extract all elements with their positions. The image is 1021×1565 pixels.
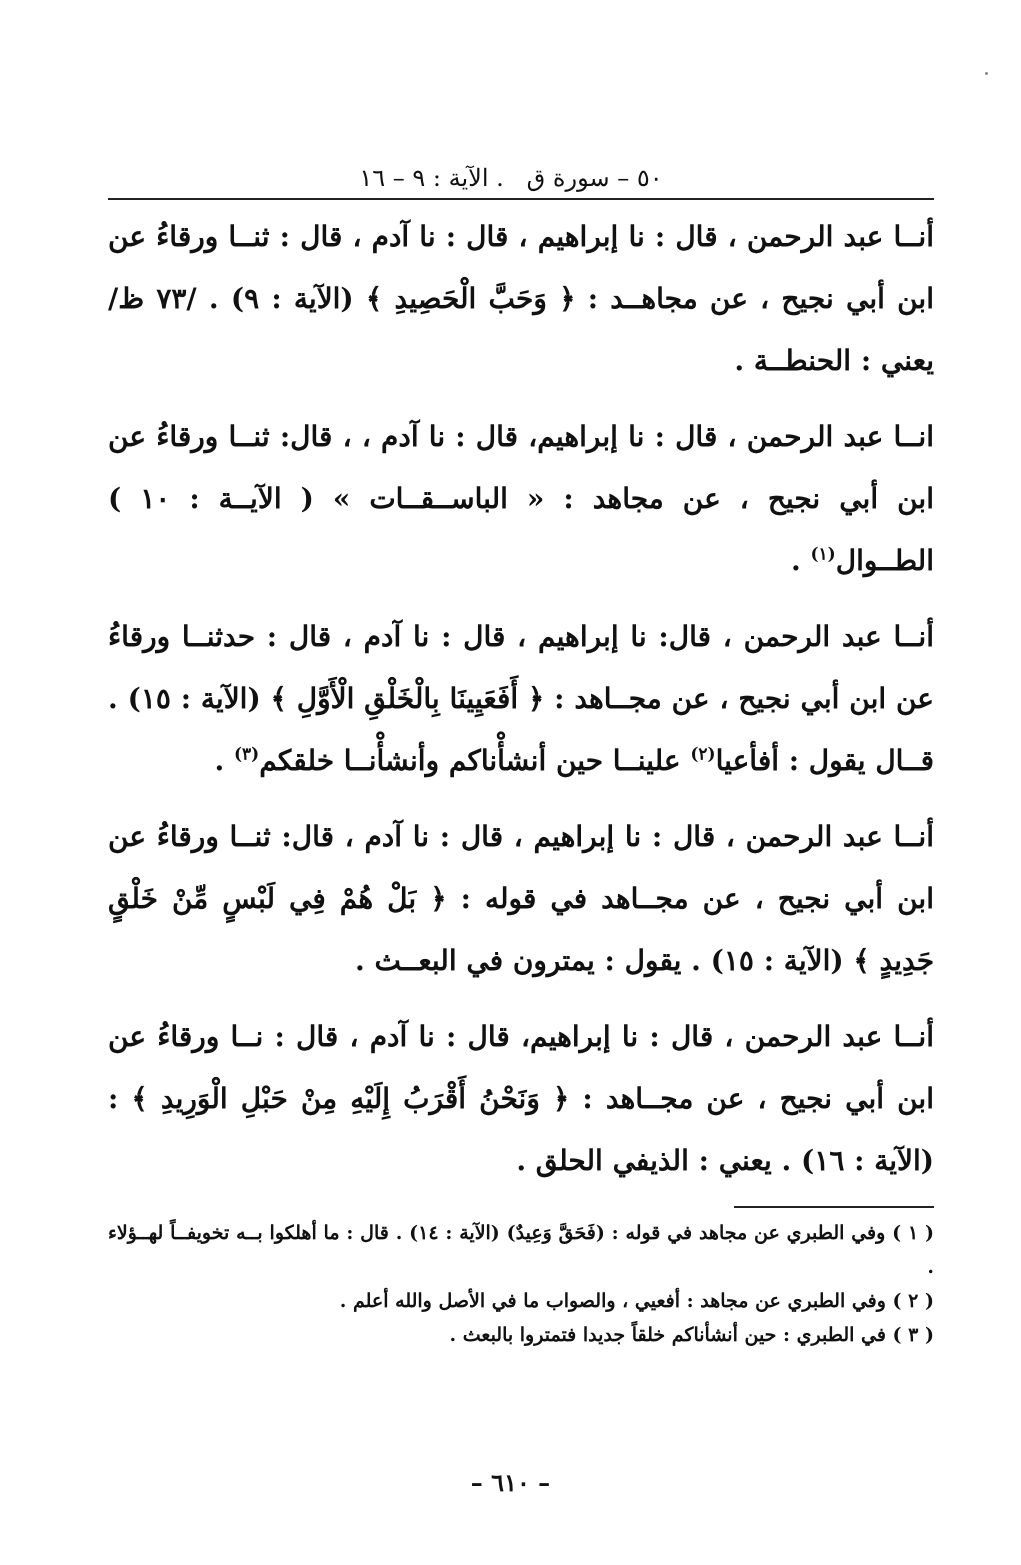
footnote-ref-1: (١) <box>810 544 836 565</box>
page-content <box>108 160 934 1352</box>
footnotes <box>108 1216 934 1352</box>
paragraph-2-tail: . <box>790 544 811 577</box>
paragraph-3-middle: علينــا حين أنشأْناكم وأنشأْنــا خلقكم <box>259 744 691 777</box>
paragraph-1 <box>108 206 934 392</box>
page-number: – ٦١٠ – <box>470 1468 551 1497</box>
paragraph-2-text: انــا عبد الرحمن ، قال : نا إبراهيم، قال : نا آدم ، ، قال: ثنــا ورقاءُ عن ابن أبي نجيح ، عن مجاهد : « الباســقــات » ( الآيــة : ١٠ ) الطــوال <box>108 420 934 577</box>
paragraph-1-text: أنــا عبد الرحمن ، قال : نا إبراهيم ، قال : نا آدم ، قال : ثنــا ورقاءُ عن ابن أبي نجيح ، عن مجاهــد : ﴿ وَحَبَّ الْحَصِيدِ ﴾ (الآية : ٩) . /٧٣ ظ/ يعني : الحنطــة . <box>108 220 935 377</box>
paragraph-5-text: أنــا عبد الرحمن ، قال : نا إبراهيم، قال : نا آدم ، قال : نــا ورقاءُ عن ابن أبي نجيح ، عن مجــاهد : ﴿ وَنَحْنُ أَقْرَبُ إِلَيْهِ مِنْ حَبْلِ الْوَرِيدِ ﴾ : (الآية : ١٦) . يعني : الذيفي الحلق . <box>108 1020 934 1177</box>
paragraph-5 <box>108 1006 934 1192</box>
paragraph-2 <box>108 406 934 592</box>
footnote-1: ( ١ ) وفي الطبري عن مجاهد في قوله : (فَحَقَّ وَعِيدٌ) (الآية : ١٤) . قال : ما أهلكوا بــه تخويفــاً لهــؤلاء . <box>108 1222 934 1278</box>
paragraph-4-text: أنــا عبد الرحمن ، قال : نا إبراهيم ، قال : نا آدم ، قال: ثنــا ورقاءُ عن ابن أبي نجيح ، عن مجــاهد في قوله : ﴿ بَلْ هُمْ فِي لَبْسٍ مِّنْ خَلْقٍ جَدِيدٍ ﴾ (الآية : ١٥) . يقول : يمترون في البعــث . <box>108 820 934 977</box>
footnote-2: ( ٢ ) وفي الطبري عن مجاهد : أفعيي ، والصواب ما في الأصل والله أعلم . <box>339 1290 934 1312</box>
running-head <box>108 160 934 200</box>
margin-speck <box>985 72 988 75</box>
footnote-ref-2: (٢) <box>690 744 716 765</box>
paragraph-3-tail: . <box>214 744 234 777</box>
body-text <box>108 206 934 1192</box>
paragraph-3-text: أنــا عبد الرحمن ، قال: نا إبراهيم ، قال : نا آدم ، قال : حدثنــا ورقاءُ عن ابن أبي نجيح ، عن مجــاهد : ﴿ أَفَعَيِينَا بِالْخَلْقِ الْأَوَّلِ ﴾ (الآية : ١٥) . قــال يقول : أفأعيا <box>108 620 934 777</box>
running-head-text: ٥٠ – سورة ق . الآية : ٩ – ١٦ <box>359 164 663 192</box>
footnote-3: ( ٣ ) في الطبري : حين أنشأناكم خلقاً جديدا فتمتروا بالبعث . <box>449 1324 934 1346</box>
footnote-divider <box>734 1206 934 1208</box>
paragraph-3 <box>108 606 934 792</box>
footnote-ref-3: (٣) <box>233 744 260 765</box>
paragraph-4 <box>108 806 934 992</box>
